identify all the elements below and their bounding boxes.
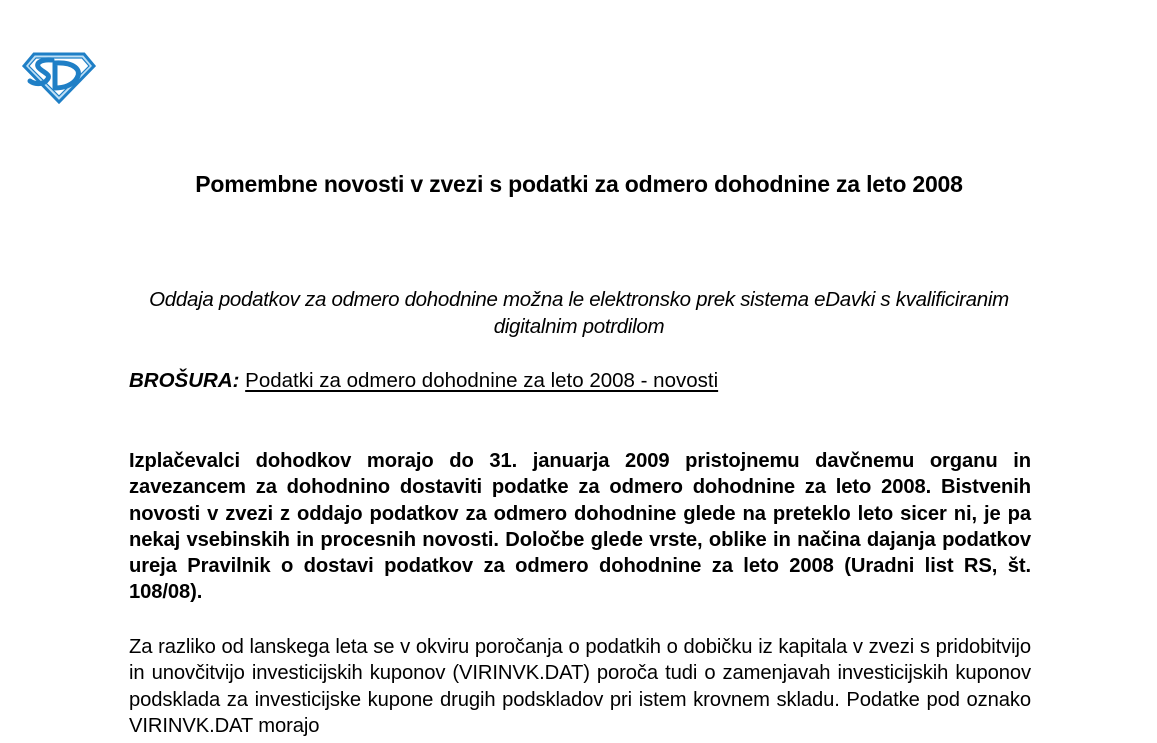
sd-logo-icon [22,48,96,104]
paragraph-2: Za razliko od lanskega leta se v okviru poročanja o podatkih o dobičku iz kapitala v zvezi s pridobitvijo in unovčitvijo investicijskih kuponov (VIRINVK.DAT) poroča tudi o zamenjavah investicijskih kuponov podsklada za investicijske kupone drugih podskladov pri istem krovnem skladu. Podatke pod oznako VIRINVK.DAT morajo [129,636,1031,737]
brochure-line [129,367,718,394]
paragraph-1: Izplačevalci dohodkov morajo do 31. januarja 2009 pristojnemu davčnemu organu in zavezancem za dohodnino dostaviti podatke za odmero dohodnine za leto 2008. Bistvenih novosti v zvezi z oddajo podatkov za odmero dohodnine glede na preteklo leto sicer ni, je pa nekaj vsebinskih in procesnih novosti. Določbe glede vrste, oblike in načina dajanja podatkov ureja Pravilnik o dostavi podatkov za odmero dohodnine za leto 2008 (Uradni list RS, št. 108/08). [129,450,1031,604]
document-subtitle: Oddaja podatkov za odmero dohodnine možna le elektronsko prek sistema eDavki s kvalificiranim digitalnim potrdilom [149,288,1009,338]
brochure-link[interactable]: Podatki za odmero dohodnine za leto 2008 - novosti [245,369,719,392]
document-title: Pomembne novosti v zvezi s podatki za odmero dohodnine za leto 2008 [195,171,963,197]
brochure-label: BROŠURA: [129,369,240,392]
